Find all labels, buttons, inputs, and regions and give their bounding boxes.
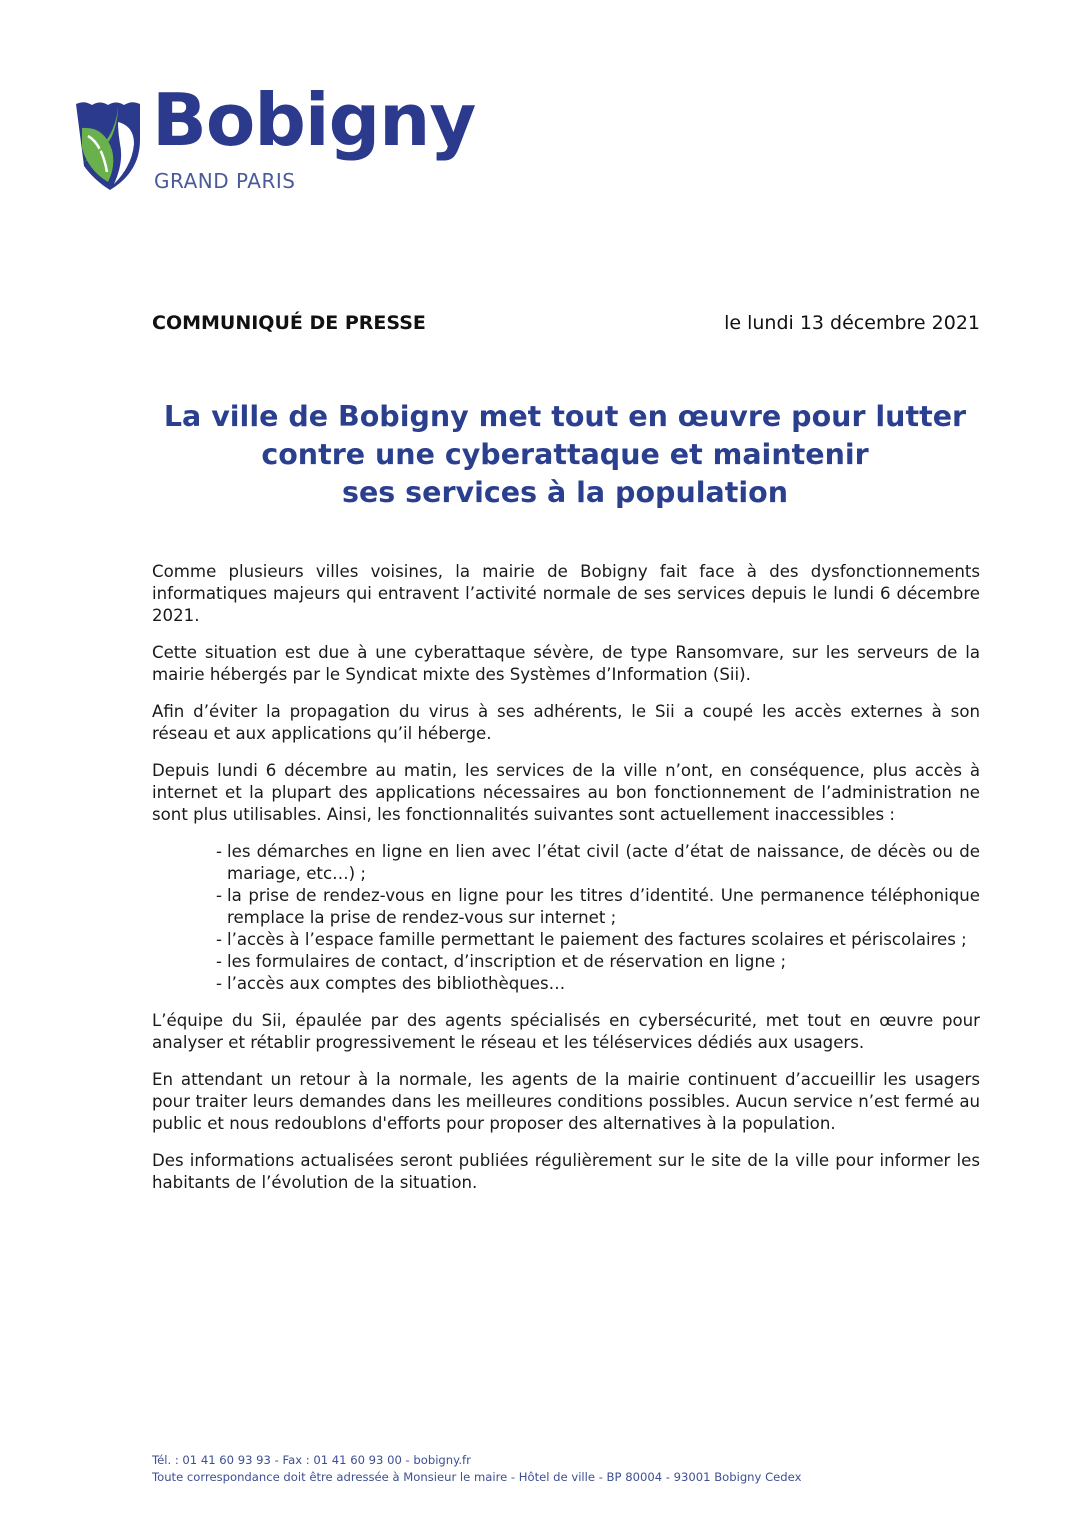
body-text: [152, 561, 980, 1209]
list-item: - l’accès à l’espace famille permettant le paiement des factures scolaires et périscolaires ;: [216, 930, 967, 949]
paragraph: Comme plusieurs villes voisines, la mairie de Bobigny fait face à des dysfonctionnements informatiques majeurs qui entravent l’activité normale de ses services depuis le lundi 6 décembre 2021.: [152, 562, 980, 625]
document-date: le lundi 13 décembre 2021: [724, 312, 980, 334]
footer-contact-line: Tél. : 01 41 60 93 93 - Fax : 01 41 60 93 00 - bobigny.fr: [152, 1453, 471, 1467]
page-title: [120, 398, 1010, 512]
title-line: contre une cyberattaque et maintenir: [261, 438, 869, 471]
list-item: - les formulaires de contact, d’inscription et de réservation en ligne ;: [216, 952, 787, 971]
logo-subtitle: GRAND PARIS: [154, 169, 296, 193]
list-item: - les démarches en ligne en lien avec l’état civil (acte d’état de naissance, de décès ou de mariage, etc…) ;: [216, 842, 980, 883]
paragraph: Cette situation est due à une cyberattaque sévère, de type Ransomvare, sur les serveurs de la mairie hébergés par le Syndicat mixte des Systèmes d’Information (Sii).: [152, 643, 980, 684]
logo-wordmark: Bobigny: [152, 78, 476, 162]
paragraph: Depuis lundi 6 décembre au matin, les services de la ville n’ont, en conséquence, plus accès à internet et la plupart des applications nécessaires au bon fonctionnement de l’administration ne sont plus utilisables. Ainsi, les fonctionnalités suivantes sont actuellement inaccessibles :: [152, 761, 980, 824]
paragraph: Afin d’éviter la propagation du virus à ses adhérents, le Sii a coupé les accès externes à son réseau et aux applications qu’il héberge.: [152, 702, 980, 743]
title-line: La ville de Bobigny met tout en œuvre pour lutter: [163, 400, 967, 433]
footer: [152, 1452, 952, 1486]
paragraph: En attendant un retour à la normale, les agents de la mairie continuent d’accueillir les usagers pour traiter leurs demandes dans les meilleures conditions possibles. Aucun service n’est fermé au public et nous redoublons d'efforts pour proposer des alternatives à la population.: [152, 1070, 980, 1133]
bobigny-logo: [74, 78, 476, 201]
list-item: - l’accès aux comptes des bibliothèques…: [216, 974, 566, 993]
logo-swoosh-icon: [74, 100, 124, 170]
inaccessible-features-list: [216, 841, 980, 995]
footer-address-line: Toute correspondance doit être adressée à Monsieur le maire - Hôtel de ville - BP 80004 - 93001 Bobigny Cedex: [152, 1470, 802, 1484]
paragraph: L’équipe du Sii, épaulée par des agents spécialisés en cybersécurité, met tout en œuvre pour analyser et rétablir progressivement le réseau et les téléservices dédiés aux usagers.: [152, 1011, 980, 1052]
header-row: [152, 312, 980, 338]
title-line: ses services à la population: [342, 476, 788, 509]
document-type: COMMUNIQUÉ DE PRESSE: [152, 312, 426, 334]
list-item: - la prise de rendez-vous en ligne pour les titres d’identité. Une permanence téléphonique remplace la prise de rendez-vous sur internet ;: [216, 886, 980, 927]
paragraph: Des informations actualisées seront publiées régulièrement sur le site de la ville pour informer les habitants de l’évolution de la situation.: [152, 1151, 980, 1192]
